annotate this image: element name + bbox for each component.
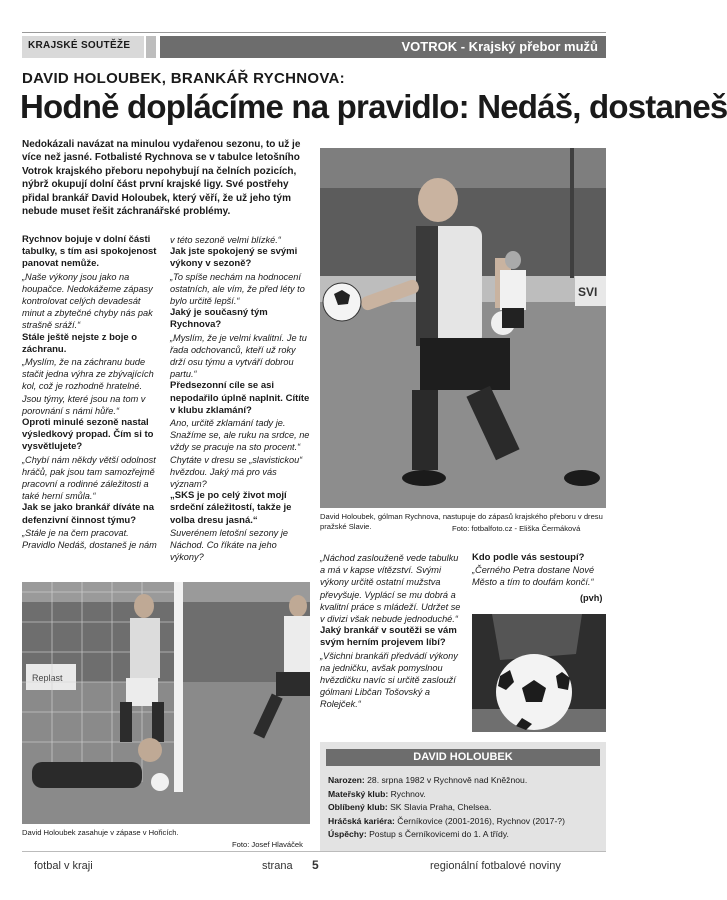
match-photo-caption: David Holoubek zasahuje v zápase v Hořicích. (22, 828, 179, 837)
infobox-row (328, 788, 604, 802)
stadium-sign-text: SVI (578, 285, 598, 299)
footer-page-label: strana (262, 860, 293, 872)
goalkeeper-photo-illustration (320, 148, 606, 508)
save-photo-illustration (22, 582, 310, 824)
board-text: Replast (32, 673, 63, 683)
infobox-title: DAVID HOLOUBEK (326, 749, 600, 766)
article-intro: Nedokázali navázat na minulou vydařenou sezonu, to už je více než jasné. Fotbalisté Rychnova se v tabulce letošního Votrok krajského přeboru nepohybují na čelních pozicích, nýbrž okupují dolní část první krajské ligy. Své postřehy přidal brankář David Holoubek, který věří, že už jeho tým nebude muset řešit záchranářské problémy. (22, 139, 301, 218)
footer-page-number: 5 (312, 858, 319, 872)
infobox-row (328, 774, 604, 788)
infobox-row (328, 815, 604, 829)
infobox-label: Oblíbený klub: (328, 802, 391, 813)
interview-question: Jaký je současný tým Rychnova? (170, 307, 268, 331)
infobox-label: Mateřský klub: (328, 788, 391, 799)
text-column-4 (472, 552, 606, 589)
interview-question: Kdo podle vás sestoupí? (472, 552, 585, 563)
interview-answer: v této sezoně velmi blízké.“ (170, 235, 281, 245)
infobox-value: 28. srpna 1982 v Rychnově nad Kněžnou. (367, 775, 528, 785)
infobox-label: Narozen: (328, 775, 368, 785)
infobox-value: Černíkovice (2001-2016), Rychnov (2017-?) (397, 815, 565, 826)
interview-question: Jak jste spokojený se svými výkony v sezoně? (170, 246, 298, 270)
interview-answer: „Myslím, že na záchranu bude stačit jedna výhra ze zbývajících kol, což je rozhodně hratelné. Jsou týmy, které jsou na tom v porovnání s námi hůře.“ (22, 357, 154, 416)
interview-question: Jak se jako brankář díváte na defenzivní činnost týmu? (22, 502, 155, 526)
football-illustration (472, 614, 606, 732)
interview-answer: Suverénem letošní sezony je Náchod. Co říkáte na jeho výkony? (170, 527, 288, 563)
infobox-label: Hráčská kariéra: (328, 815, 398, 826)
interview-answer: „Černého Petra dostane Nové Město a tím to doufám končí.“ (472, 565, 595, 588)
interview-answer: „Naše výkony jsou jako na houpačce. Nedokážeme zápasy kontrolovat celých devadesát minut a zbytečné chyby nás pak strašně sráží.“ (22, 271, 153, 331)
interview-answer: „Chybí nám někdy větší odolnost hráčů, pak jsou tam samozřejmě pracovní a rodinné záležitosti a také herní smůla.“ (22, 454, 156, 502)
interview-question: „SKS je po celý život mojí srdeční záležitostí, takže je volba dresu jasná.“ (170, 490, 292, 526)
interview-answer: „To spíše nechám na hodnocení ostatních, ale vím, že před léty to bylo určitě lepší.“ (170, 271, 305, 307)
infobox-value: Postup s Černíkovicemi do 1. A třídy. (369, 829, 509, 840)
match-photo (22, 582, 310, 824)
main-photo-caption: David Holoubek, gólman Rychnova, nastupuje do zápasů krajského přeboru v dresu pražské Slavie. (320, 512, 603, 531)
interview-question: Jaký brankář v soutěži se vám svým herním projevem líbí? (320, 625, 457, 649)
interview-answer: „Všichni brankáři předvádí výkony na jedničku, avšak pomyslnou hvězdičku navíc si určitě zaslouží gólmani Libčan Tošovský a Rolejček.“ (320, 650, 458, 710)
infobox-value: Rychnov. (390, 788, 426, 799)
section-tag (22, 36, 144, 58)
main-photo-credit: Foto: fotbalfoto.cz - Eliška Čermáková (452, 524, 581, 533)
competition-label: VOTROK - Krajský přebor mužů (401, 39, 598, 54)
header-divider-block (146, 36, 156, 58)
text-column-1 (22, 234, 162, 551)
infobox-value: SK Slavia Praha, Chelsea. (390, 802, 492, 813)
article-subhead: DAVID HOLOUBEK, BRANKÁŘ RYCHNOVA: (22, 70, 345, 87)
interview-answer: „Myslím, že je velmi kvalitní. Je tu řada odchovanců, kteří už roky drží osu týmu a vytváří dobrou partu.“ (170, 332, 307, 380)
interview-answer: „Náchod zaslouženě vede tabulku a má v kapse vítězství. Svými výkony určitě ostatní mužstva převyšuje. Vyplácí se mu dobrá a kvalitní práce s mládeží. Udržet se v divizi však nebude jednoduché.“ (320, 553, 461, 625)
competition-banner (160, 36, 606, 58)
author-signature: (pvh) (580, 593, 603, 603)
interview-question: Rychnov bojuje v dolní části tabulky, s tím asi spokojenost panovat nemůže. (22, 234, 157, 270)
interview-question: Předsezonní cíle se asi nepodařilo úplně naplnit. Cítíte v klubu zklamání? (170, 380, 310, 416)
text-column-3 (320, 552, 462, 711)
interview-question: Stále ještě nejste z boje o záchranu. (22, 331, 138, 355)
footer-section-name: fotbal v kraji (34, 860, 93, 872)
text-column-2 (170, 234, 312, 563)
infobox-label: Úspěchy: (328, 829, 370, 840)
footer-rule (22, 851, 606, 852)
top-rule (22, 32, 606, 33)
interview-answer: Chytáte v dresu se „slavistickou“ hvězdou. Jaký má pro vás význam? (170, 454, 303, 490)
footer-publication: regionální fotbalové noviny (430, 860, 561, 872)
infobox-rows (328, 774, 604, 842)
interview-answer: Ano, určitě zklamání tady je. Snažíme se, ale ruku na srdce, ne vždy se pracuje na sto procent.“ (170, 418, 310, 453)
section-label: KRAJSKÉ SOUTĚŽE (28, 40, 131, 51)
main-photo (320, 148, 606, 508)
ball-photo (472, 614, 606, 732)
infobox-row (328, 801, 604, 815)
match-photo-credit: Foto: Josef Hlaváček (232, 840, 303, 849)
interview-answer: „Stále je na čem pracovat. Pravidlo Nedáš, dostaneš je nám (22, 527, 157, 551)
infobox-row (328, 828, 604, 842)
article-headline: Hodně doplácíme na pravidlo: Nedáš, dostaneš (20, 88, 727, 125)
interview-question: Oproti minulé sezoně nastal výsledkový propad. Čím si to vysvětlujete? (22, 417, 154, 453)
